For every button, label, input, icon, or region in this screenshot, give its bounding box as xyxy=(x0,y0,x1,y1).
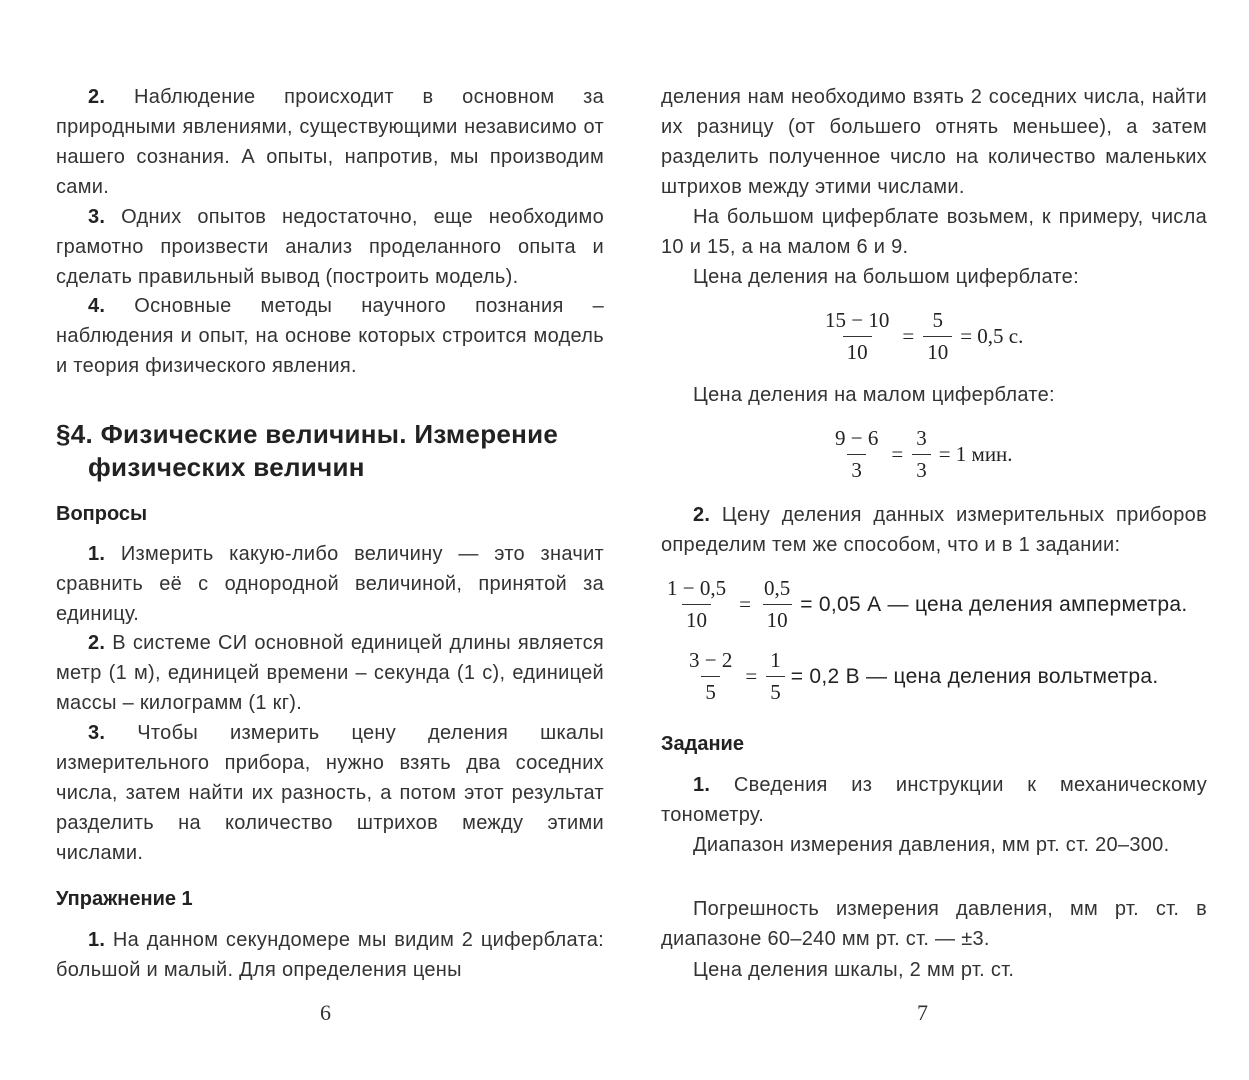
fraction xyxy=(912,426,931,483)
denominator: 3 xyxy=(912,454,931,483)
formula-result: = 1 мин. xyxy=(938,442,1013,466)
exercise-heading: Упражнение 1 xyxy=(56,888,193,910)
continued-paragraph: деления нам необходимо взять 2 соседних числа, найти их разницу (от большего отнять меньшее), а затем разделить полученное число на количество маленьких штрихов между этими числами. xyxy=(661,86,1207,198)
question-text: В системе СИ основной единицей длины является метр (1 м), единицей времени – секунда (1 с), единицей массы – килограмм (1 кг). xyxy=(56,632,605,714)
denominator: 10 xyxy=(843,336,872,365)
numerator: 3 xyxy=(916,426,927,450)
paragraph-number: 4. xyxy=(88,295,106,317)
paragraph-large-dial: На большом циферблате возьмем, к примеру, числа 10 и 15, а на малом 6 и 9. xyxy=(661,206,1207,258)
label-big-dial: Цена деления на большом циферблате: xyxy=(693,266,1079,288)
paragraph-2-right xyxy=(661,500,1207,560)
exercise-number: 1. xyxy=(88,929,106,951)
formula-big-dial xyxy=(819,308,1023,365)
paragraph-text: Наблюдение происходит в основном за природными явлениями, существующими независимо от нашего сознания. А опыты, напротив, мы производим сами. xyxy=(56,86,604,198)
formula-small-dial xyxy=(829,426,1013,483)
label-small-dial: Цена деления на малом циферблате: xyxy=(693,384,1055,406)
paragraph-3 xyxy=(56,202,604,292)
numerator: 3 − 2 xyxy=(689,648,733,672)
question-text: Измерить какую-либо величину — это значит сравнить её с однородной величиной, принятой за единицу. xyxy=(56,543,604,625)
task-number: 1. xyxy=(693,774,711,796)
numerator: 1 − 0,5 xyxy=(667,576,727,600)
denominator: 10 xyxy=(763,604,792,633)
exercise-1 xyxy=(56,925,604,985)
paragraph-text: Основные методы научного познания – наблюдения и опыт, на основе которых строится модель и теория физического явления. xyxy=(56,295,604,377)
fraction xyxy=(663,576,730,633)
numerator: 9 − 6 xyxy=(835,426,879,450)
fraction xyxy=(685,648,736,705)
question-2 xyxy=(56,628,604,718)
fraction xyxy=(923,308,952,365)
formula-result: = 0,2 В — цена деления вольтметра. xyxy=(790,664,1159,688)
page-number: 6 xyxy=(320,1000,331,1025)
exercise-text: На данном секундомере мы видим 2 циферблата: большой и малый. Для определения цены xyxy=(56,929,604,981)
denominator: 10 xyxy=(682,604,711,633)
denominator: 5 xyxy=(766,676,785,705)
equals-sign: = xyxy=(745,664,758,688)
denominator: 5 xyxy=(701,676,720,705)
equals-sign: = xyxy=(902,324,915,348)
task-heading: Задание xyxy=(661,733,744,755)
paragraph-text: Одних опытов недостаточно, еще необходимо грамотно произвести анализ проделанного опыта и сделать правильный вывод (построить модель). xyxy=(56,206,604,288)
formula-result: = 0,5 с. xyxy=(960,324,1024,348)
denominator: 3 xyxy=(847,454,866,483)
task-scale: Цена деления шкалы, 2 мм рт. ст. xyxy=(693,959,1015,981)
paragraph-text: Цену деления данных измерительных приборов определим тем же способом, что и в 1 задании: xyxy=(661,504,1208,556)
page-number: 7 xyxy=(917,1000,928,1025)
question-3 xyxy=(56,718,604,868)
equals-sign: = xyxy=(891,442,904,466)
paragraph-number: 3. xyxy=(88,206,106,228)
formula-voltmeter xyxy=(683,648,1159,705)
fraction xyxy=(821,308,893,365)
paragraph-number: 2. xyxy=(693,504,711,526)
paragraph-number: 2. xyxy=(88,86,106,108)
paragraph-4 xyxy=(56,291,604,381)
fraction xyxy=(831,426,882,483)
task-1 xyxy=(661,770,1207,830)
fraction xyxy=(760,576,794,633)
numerator: 1 xyxy=(770,648,781,672)
question-text: Чтобы измерить цену деления шкалы измерительного прибора, нужно взять два соседних числа, затем найти их разность, а потом этот результат разделить на количество штрихов между этими числами. xyxy=(56,722,604,864)
denominator: 10 xyxy=(923,336,952,365)
fraction xyxy=(766,648,785,705)
paragraph-2 xyxy=(56,82,604,202)
question-number: 3. xyxy=(88,722,106,744)
formula-ammeter xyxy=(661,576,1188,633)
formula-result: = 0,05 А — цена деления амперметра. xyxy=(800,592,1188,616)
equals-sign: = xyxy=(739,592,751,616)
task-range: Диапазон измерения давления, мм рт. ст. 20–300. xyxy=(693,834,1170,856)
question-1 xyxy=(56,539,604,629)
question-number: 1. xyxy=(88,543,106,565)
task-text: Сведения из инструкции к механическому тонометру. xyxy=(661,774,1208,826)
numerator: 0,5 xyxy=(763,576,791,600)
numerator: 15 − 10 xyxy=(825,308,890,332)
right-page xyxy=(661,0,1207,1080)
questions-heading: Вопросы xyxy=(56,503,148,525)
section-title: §4. Физические величины. Измерение физических величин xyxy=(56,419,559,482)
left-page xyxy=(56,0,604,1080)
numerator: 5 xyxy=(932,308,943,332)
question-number: 2. xyxy=(88,632,106,654)
task-error: Погрешность измерения давления, мм рт. ст. в диапазоне 60–240 мм рт. ст. — ±3. xyxy=(661,898,1207,950)
